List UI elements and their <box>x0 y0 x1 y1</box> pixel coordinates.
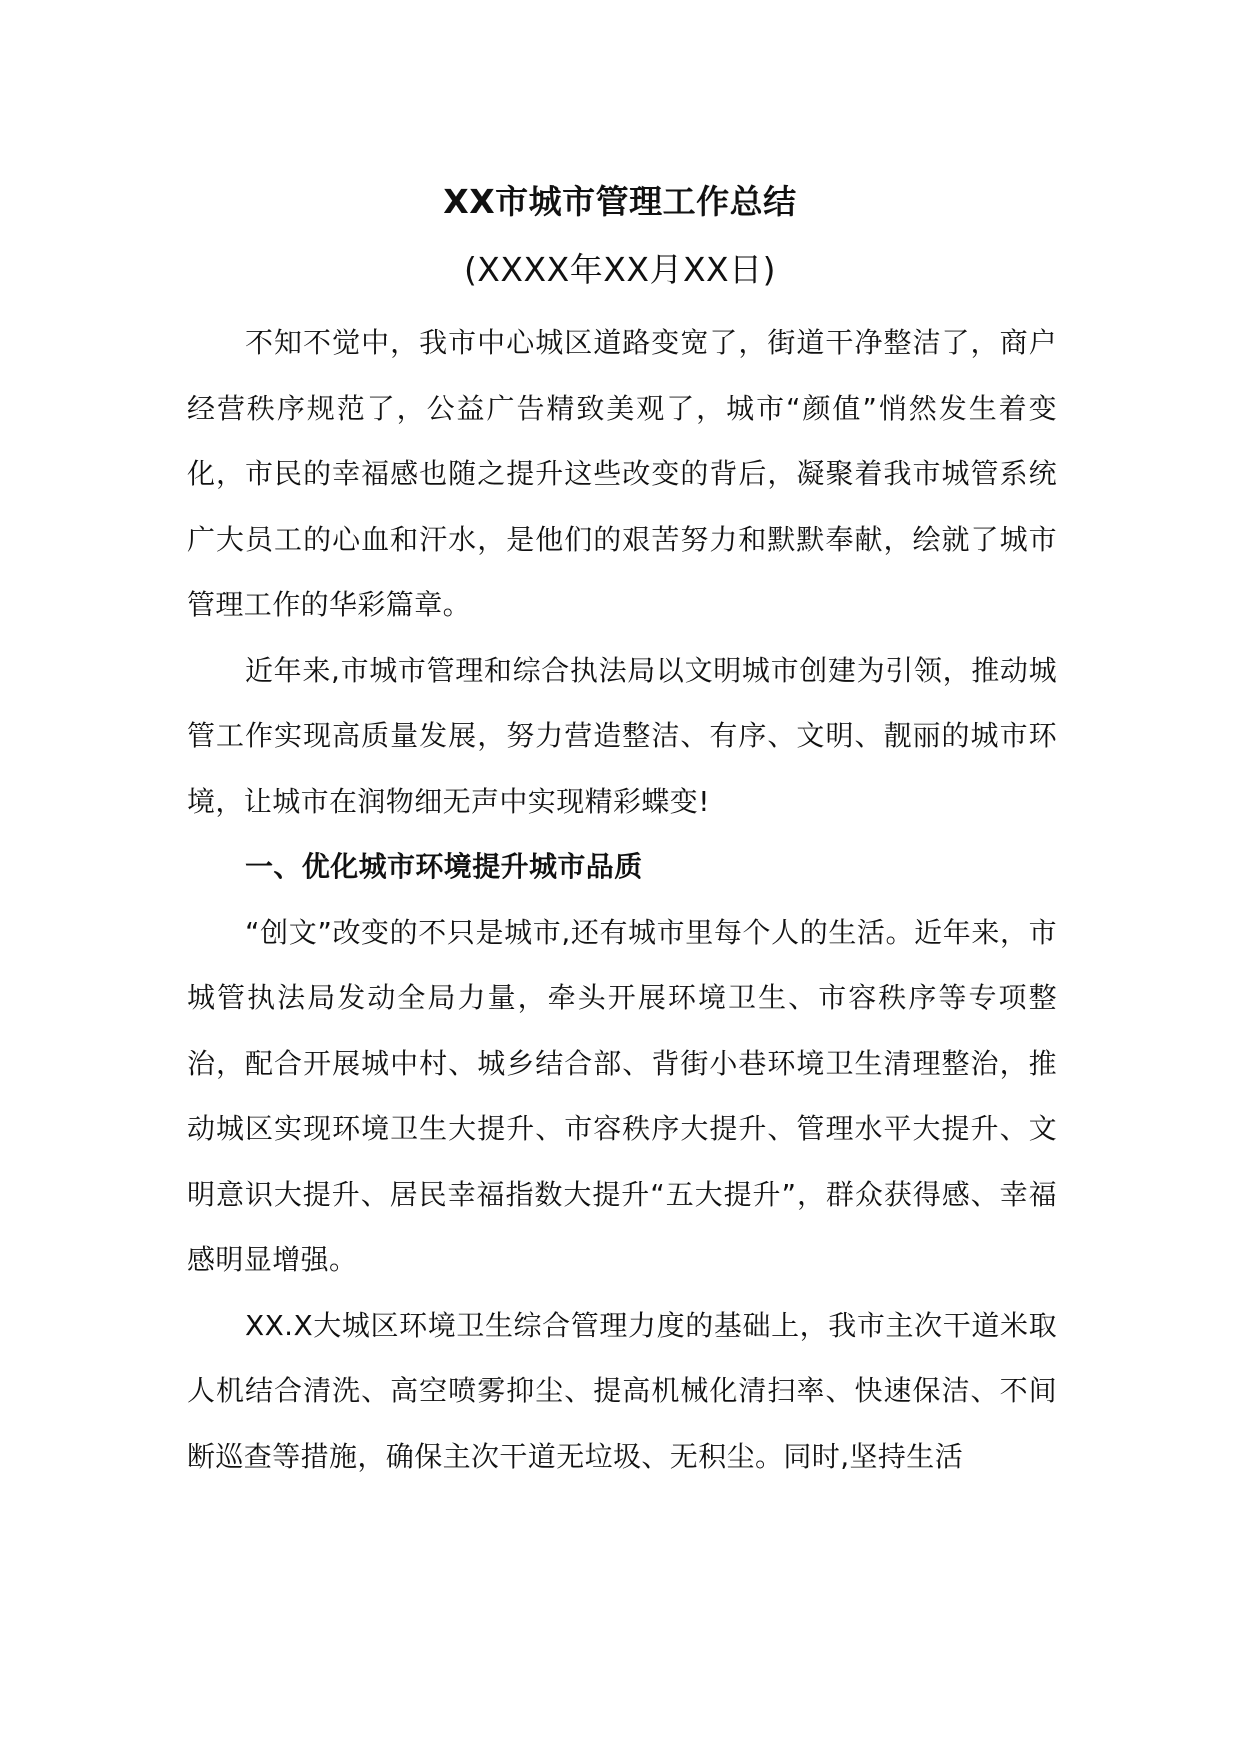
paragraph-overview: 近年来,市城市管理和综合执法局以文明城市创建为引领，推动城管工作实现高质量发展，努力营造整洁、有序、文明、靓丽的城市环境，让城市在润物细无声中实现精彩蝶变! <box>187 653 1057 818</box>
document-body <box>187 310 1057 1489</box>
paragraph-section-1: “创文”改变的不只是城市,还有城市里每个人的生活。近年来，市城管执法局发动全局力量，牵头开展环境卫生、市容秩序等专项整治，配合开展城中村、城乡结合部、背街小巷环境卫生清理整治，推动城区实现环境卫生大提升、市容秩序大提升、管理水平大提升、文明意识大提升、居民幸福指数大提升“五大提升”，群众获得感、幸福感明显增强。 <box>187 915 1057 1276</box>
document-date: (XXXX年XX月XX日) <box>463 250 777 289</box>
paragraph-section-2: XX.X大城区环境卫生综合管理力度的基础上，我市主次干道米取人机结合清洗、高空喷雾抑尘、提高机械化清扫率、快速保洁、不间断巡查等措施，确保主次干道无垃圾、无积尘。同时,坚持生活 <box>187 1308 1057 1473</box>
section-heading: 一、优化城市环境提升城市品质 <box>245 850 643 883</box>
paragraph-intro: 不知不觉中，我市中心城区道路变宽了，街道干净整洁了，商户经营秩序规范了，公益广告精致美观了，城市“颜值”悄然发生着变化，市民的幸福感也随之提升这些改变的背后，凝聚着我市城管系统广大员工的心血和汗水，是他们的艰苦努力和默默奉献，绘就了城市管理工作的华彩篇章。 <box>187 326 1057 621</box>
document-title: XX市城市管理工作总结 <box>443 182 797 221</box>
